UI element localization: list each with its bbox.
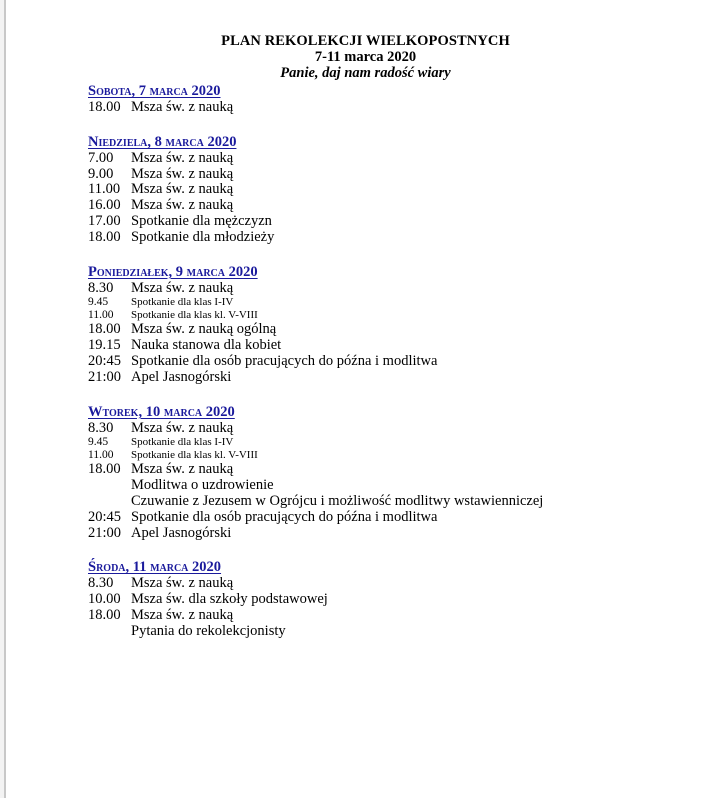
- event-description: Spotkanie dla klas I-IV: [131, 296, 234, 309]
- event-time: 8.30: [88, 575, 114, 592]
- event-time: 8.30: [88, 419, 114, 436]
- event-time: 9.45: [88, 436, 109, 449]
- event-description: Msza św. z nauką: [131, 279, 234, 296]
- event-time: 9.00: [88, 165, 114, 182]
- event-time: 10.00: [88, 591, 121, 608]
- event-time: 17.00: [88, 212, 121, 229]
- event-row: [88, 462, 688, 478]
- event-row: [88, 354, 688, 370]
- event-row: [88, 198, 688, 214]
- day-heading: Niedziela, 8 marca 2020: [88, 133, 237, 150]
- page-border-line: [4, 0, 6, 798]
- event-description: Spotkanie dla klas kl. V-VIII: [131, 309, 258, 322]
- event-description: Msza św. z nauką: [131, 606, 234, 623]
- event-description: Apel Jasnogórski: [131, 368, 232, 385]
- event-time: 20:45: [88, 352, 122, 369]
- event-row: [88, 167, 688, 183]
- document-header: [0, 33, 711, 82]
- event-row: [88, 370, 688, 386]
- event-row: [88, 576, 688, 592]
- event-time: 18.00: [88, 606, 121, 623]
- day-heading: Wtorek, 10 marca 2020: [88, 403, 235, 420]
- event-time: 18.00: [88, 461, 121, 478]
- event-description: Modlitwa o uzdrowienie: [131, 477, 274, 494]
- document-dates: 7-11 marca 2020: [314, 49, 417, 65]
- event-description: Spotkanie dla osób pracujących do późna i modlitwa: [131, 352, 438, 369]
- event-row: [88, 296, 688, 309]
- event-description: Spotkanie dla młodzieży: [131, 228, 275, 245]
- event-time: 18.00: [88, 99, 121, 115]
- event-time: 18.00: [88, 228, 121, 245]
- event-row: [88, 230, 688, 246]
- event-time: 19.15: [88, 337, 121, 354]
- event-time: 8.30: [88, 279, 114, 296]
- event-row: [88, 478, 688, 494]
- document-motto: Panie, daj nam radość wiary: [280, 65, 451, 81]
- event-row: [88, 608, 688, 624]
- event-row: [88, 214, 688, 230]
- event-description: Spotkanie dla klas kl. V-VIII: [131, 449, 258, 462]
- event-row: [88, 436, 688, 449]
- event-description: Msza św. dla szkoły podstawowej: [131, 591, 328, 608]
- event-row: [88, 151, 688, 167]
- event-time: 16.00: [88, 197, 121, 214]
- event-time: [88, 478, 131, 494]
- event-row: [88, 322, 688, 338]
- schedule: [88, 82, 688, 657]
- event-description: Pytania do rekolekcjonisty: [131, 622, 286, 639]
- event-description: Msza św. z nauką: [131, 461, 234, 478]
- day-section: [88, 558, 688, 639]
- event-description: Msza św. z nauką: [131, 165, 234, 182]
- day-section: [88, 133, 688, 246]
- event-time: 11.00: [88, 309, 114, 322]
- event-time: 20:45: [88, 508, 122, 525]
- event-time: 21:00: [88, 368, 122, 385]
- event-row: [88, 281, 688, 297]
- event-row: [88, 421, 688, 437]
- event-description: Msza św. z nauką: [131, 197, 234, 214]
- event-time: [88, 494, 131, 510]
- event-time: 18.00: [88, 321, 121, 338]
- event-row: [88, 182, 688, 198]
- event-time: [88, 624, 131, 640]
- event-description: Apel Jasnogórski: [131, 524, 232, 541]
- event-row: [88, 494, 688, 510]
- event-description: Msza św. z nauką: [131, 149, 234, 166]
- event-row: [88, 624, 688, 640]
- event-row: [88, 526, 688, 542]
- event-row: [88, 100, 688, 116]
- event-description: Msza św. z nauką: [131, 181, 234, 198]
- day-section: [88, 263, 688, 386]
- event-description: Spotkanie dla osób pracujących do późna i modlitwa: [131, 508, 438, 525]
- day-heading: Środa, 11 marca 2020: [88, 559, 222, 576]
- day-section: [88, 403, 688, 542]
- day-heading: Poniedziałek, 9 marca 2020: [88, 263, 258, 280]
- event-time: 9.45: [88, 296, 109, 309]
- document-title: PLAN REKOLEKCJI WIELKOPOSTNYCH: [221, 33, 510, 49]
- event-time: 11.00: [88, 181, 121, 198]
- event-description: Spotkanie dla mężczyzn: [131, 212, 272, 229]
- day-heading: Sobota, 7 marca 2020: [88, 83, 221, 99]
- event-time: 11.00: [88, 449, 114, 462]
- event-description: Msza św. z nauką ogólną: [131, 321, 277, 338]
- day-section: [88, 82, 688, 116]
- event-description: Nauka stanowa dla kobiet: [131, 337, 282, 354]
- event-description: Msza św. z nauką: [131, 99, 234, 115]
- event-time: 21:00: [88, 524, 122, 541]
- event-description: Msza św. z nauką: [131, 575, 234, 592]
- event-row: [88, 338, 688, 354]
- event-description: Spotkanie dla klas I-IV: [131, 436, 234, 449]
- event-row: [88, 510, 688, 526]
- event-time: 7.00: [88, 149, 114, 166]
- event-description: Msza św. z nauką: [131, 419, 234, 436]
- event-row: [88, 592, 688, 608]
- event-description: Czuwanie z Jezusem w Ogrójcu i możliwość modlitwy wstawienniczej: [131, 492, 544, 509]
